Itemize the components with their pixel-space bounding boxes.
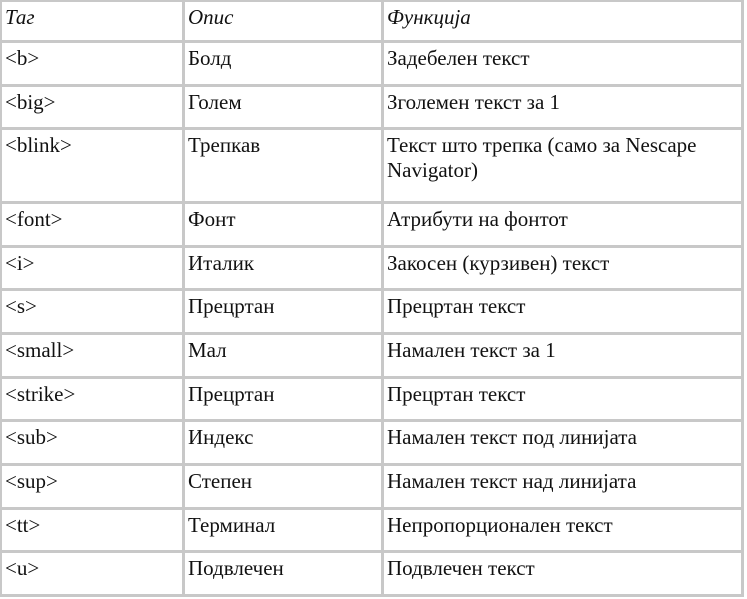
cell-description: Подвлечен: [185, 553, 384, 597]
table-row: [2, 204, 744, 248]
table-row: [2, 335, 744, 379]
cell-tag: <big>: [2, 87, 185, 131]
table-row: [2, 87, 744, 131]
header-function: Функција: [384, 2, 744, 43]
cell-function: Непропорционален текст: [384, 510, 744, 554]
cell-function: Прецртан текст: [384, 379, 744, 423]
cell-description: Голем: [185, 87, 384, 131]
cell-function: Зголемен текст за 1: [384, 87, 744, 131]
cell-tag: <b>: [2, 43, 185, 87]
table-row: [2, 43, 744, 87]
cell-tag: <strike>: [2, 379, 185, 423]
cell-function: Намален текст над линијата: [384, 466, 744, 510]
cell-function: Прецртан текст: [384, 291, 744, 335]
cell-tag: <blink>: [2, 130, 185, 204]
cell-description: Италик: [185, 248, 384, 292]
cell-function: Намален текст под линијата: [384, 422, 744, 466]
cell-function: Закосен (курзивен) текст: [384, 248, 744, 292]
cell-tag: <u>: [2, 553, 185, 597]
cell-tag: <i>: [2, 248, 185, 292]
table-row: [2, 422, 744, 466]
cell-description: Прецртан: [185, 291, 384, 335]
cell-description: Индекс: [185, 422, 384, 466]
cell-function: Подвлечен текст: [384, 553, 744, 597]
cell-tag: <s>: [2, 291, 185, 335]
cell-description: Трепкав: [185, 130, 384, 204]
cell-description: Мал: [185, 335, 384, 379]
cell-tag: <small>: [2, 335, 185, 379]
cell-tag: <font>: [2, 204, 185, 248]
table-row: [2, 248, 744, 292]
cell-function: Намален текст за 1: [384, 335, 744, 379]
cell-description: Болд: [185, 43, 384, 87]
header-tag: Таг: [2, 2, 185, 43]
header-description: Опис: [185, 2, 384, 43]
cell-description: Прецртан: [185, 379, 384, 423]
cell-description: Фонт: [185, 204, 384, 248]
cell-description: Терминал: [185, 510, 384, 554]
table-row: [2, 553, 744, 597]
cell-description: Степен: [185, 466, 384, 510]
cell-function: Задебелен текст: [384, 43, 744, 87]
table-row: [2, 510, 744, 554]
table-row: [2, 130, 744, 204]
table-row: [2, 466, 744, 510]
table-row: [2, 291, 744, 335]
cell-function: Текст што трепка (само за Nescape Navigator): [384, 130, 744, 204]
cell-function: Атрибути на фонтот: [384, 204, 744, 248]
table-header-row: [2, 2, 744, 43]
cell-tag: <sup>: [2, 466, 185, 510]
table-row: [2, 379, 744, 423]
cell-tag: <sub>: [2, 422, 185, 466]
cell-tag: <tt>: [2, 510, 185, 554]
